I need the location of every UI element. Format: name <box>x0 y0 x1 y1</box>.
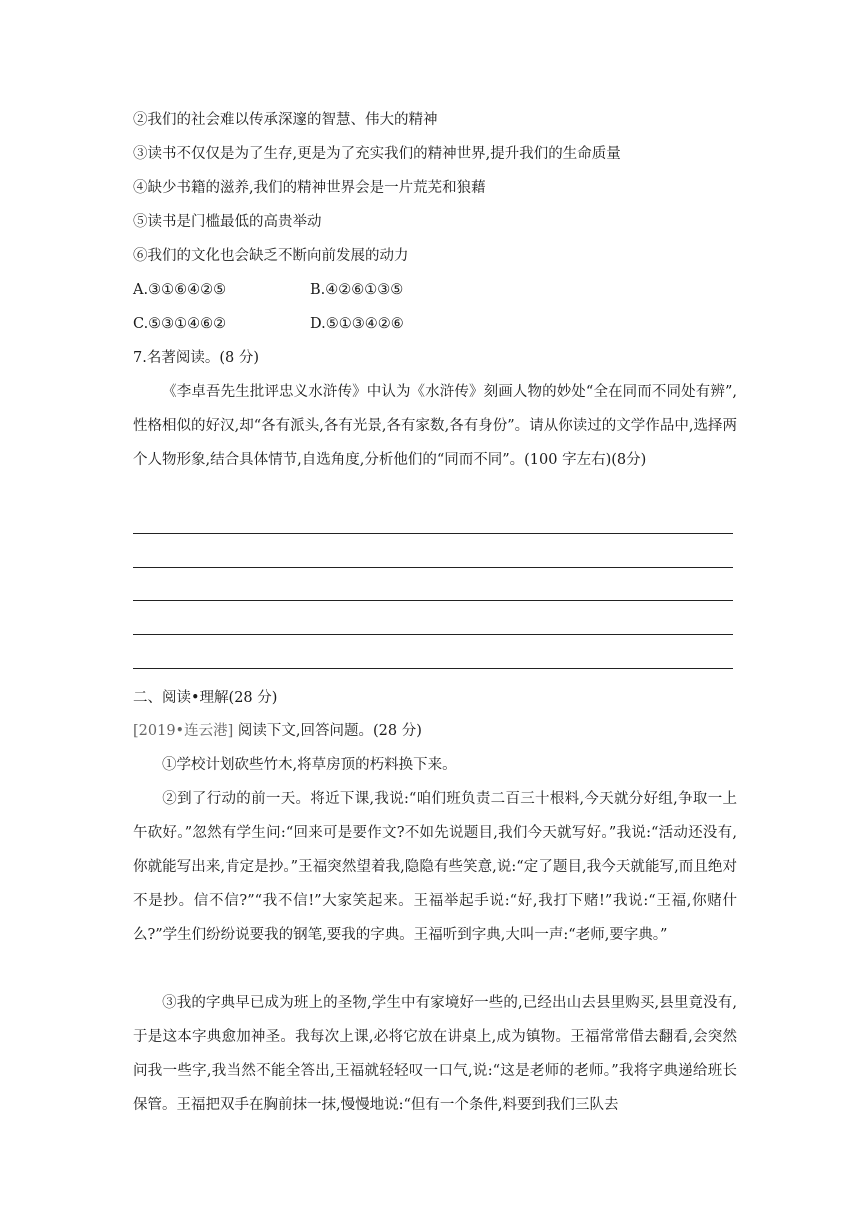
choice-a: A.③①⑥④②⑤ <box>133 282 227 298</box>
option-statement-4: ④缺少书籍的滋养,我们的精神世界会是一片荒芜和狼藉 <box>133 180 486 196</box>
passage-paragraph-1: ①学校计划砍些竹木,将草房顶的朽料换下来。 <box>162 757 457 773</box>
answer-line[interactable] <box>133 634 733 635</box>
answer-line[interactable] <box>133 567 733 568</box>
passage-paragraph-3: ③我的字典早已成为班上的圣物,学生中有家境好一些的,已经出山去县里购买,县里竟没有,于是这本字典愈加神圣。我每次上课,必将它放在讲桌上,成为镇物。王福常常借去翻看,会突然问我一些字,我当然不能全答出,王福就轻轻叹一口气,说:“这是老师的老师。”我将字典递给班长保管。王福把双手在胸前抹一抹,慢慢地说:“但有一个条件,料要到我们三队去 <box>133 995 737 1113</box>
section-2-heading: 二、阅读•理解(28 分) <box>133 690 278 706</box>
reading-instruction: 阅读下文,回答问题。(28 分) <box>237 723 422 739</box>
question-7-prompt: 《李卓吾先生批评忠义水浒传》中认为《水浒传》刻画人物的妙处“全在同而不同处有辨”,性格相似的好汉,却“各有派头,各有光景,各有家数,各有身份”。请从你读过的文学作品中,选择两个人物形象,结合具体情节,自选角度,分析他们的“同而不同”。(100 字左右)(8分) <box>133 384 737 468</box>
option-statement-2: ②我们的社会难以传承深邃的智慧、伟大的精神 <box>133 112 438 128</box>
option-statement-5: ⑤读书是门槛最低的高贵举动 <box>133 214 322 230</box>
choice-row-ab <box>133 280 733 300</box>
choice-d: D.⑤①③④②⑥ <box>310 316 404 332</box>
choice-c: C.⑤③①④⑥② <box>133 316 227 332</box>
choice-row-cd <box>133 314 733 334</box>
passage-paragraph-2: ②到了行动的前一天。将近下课,我说:“咱们班负责二百三十根料,今天就分好组,争取一上午砍好。”忽然有学生问:“回来可是要作文?不如先说题目,我们今天就写好。”我说:“活动还没有,你就能写出来,肯定是抄。”王福突然望着我,隐隐有些笑意,说:“定了题目,我今天就能写,而且绝对不是抄。信不信?”“我不信!”大家笑起来。王福举起手说:“好,我打下赌!”我说:“王福,你赌什么?”学生们纷纷说要我的钢笔,要我的字典。王福听到字典,大叫一声:“老师,要字典。” <box>133 791 737 943</box>
answer-line[interactable] <box>133 600 733 601</box>
question-7-heading: 7.名著阅读。(8 分) <box>133 350 259 366</box>
answer-line[interactable] <box>133 668 733 669</box>
answer-line[interactable] <box>133 533 733 534</box>
source-tag: [2019•连云港] <box>133 723 234 739</box>
choice-b: B.④②⑥①③⑤ <box>310 282 404 298</box>
option-statement-6: ⑥我们的文化也会缺乏不断向前发展的动力 <box>133 248 409 264</box>
section-2-instruction-row <box>133 721 422 741</box>
option-statement-3: ③读书不仅仅是为了生存,更是为了充实我们的精神世界,提升我们的生命质量 <box>133 146 621 162</box>
